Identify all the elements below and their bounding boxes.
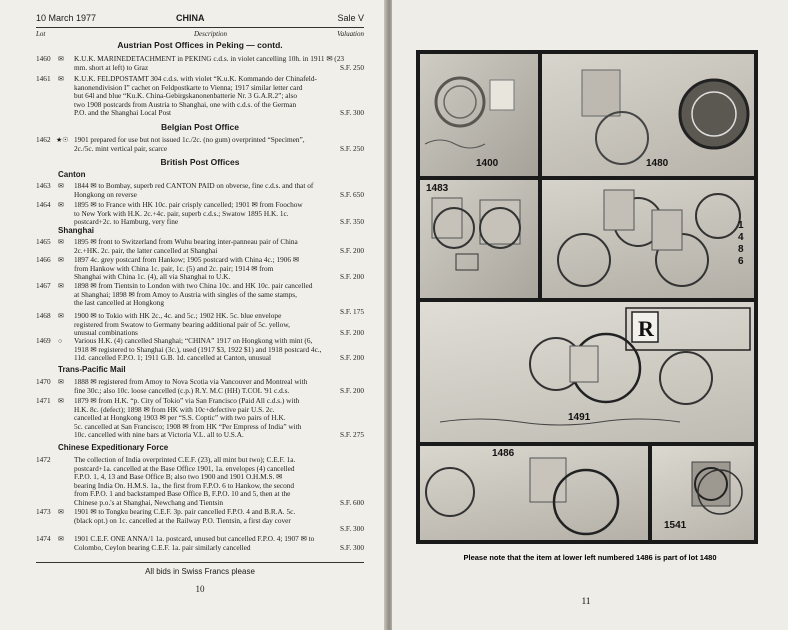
- cover-1486: [420, 446, 648, 540]
- page-number: 10: [195, 584, 205, 594]
- lot-text: 1879 ✉ from H.K. “p. City of Tokio” via San Francisco (Paid All c.d.s.) with: [74, 397, 300, 405]
- subheading: Chinese Expeditionary Force: [58, 443, 169, 452]
- lot-text: the last cancelled at Hongkong: [74, 299, 164, 308]
- col-description: Description: [194, 30, 228, 38]
- stamp-icon: ○: [58, 337, 63, 345]
- svg-text:R: R: [638, 316, 654, 341]
- col-lot: Lot: [36, 30, 46, 38]
- lot-number: 1469: [36, 336, 51, 345]
- plate-caption: Please note that the item at lower left numbered 1486 is part of lot 1480: [463, 553, 717, 562]
- lot-text: K.U.K. MARINEDETACHMENT in PEKING c.d.s. in violet cancelling 10h. in 1911 ✉ (23: [74, 55, 345, 63]
- lot-text: 5c. cancelled at San Francisco; 1908 ✉ from HK “Per Empress of India” with: [74, 422, 302, 431]
- lot-number: 1468: [36, 311, 51, 320]
- label-1400: 1400: [476, 158, 499, 169]
- lot-text: but 64l and blue “Ku.K. China-Gebirgskanonenbatterie Nr. 3 G.A.R.2”; also: [74, 92, 297, 101]
- lot-text: Shanghai with China 1c. (4), all via Shanghai to U.K.: [74, 273, 231, 282]
- lot-text: 1898 ✉ from Tientsin to London with two China 10c. and HK 10c. pair cancelled: [74, 282, 313, 290]
- cover-1486-image: [420, 446, 648, 540]
- lot-price: S.F. 250: [340, 63, 364, 72]
- lot-text: fine 30c.; also 10c. loose cancelled (c.p.) R.Y. M.C (HH) T.COL '91 c.d.s.: [74, 386, 290, 395]
- cover-1483: [420, 180, 538, 298]
- lot-text: Various H.K. (4) cancelled Shanghai; “CHINA” 1917 on Hongkong with mint (6,: [74, 337, 313, 345]
- cover-1486-block-image: [542, 180, 754, 298]
- cover-1486-block: [542, 180, 754, 298]
- lot-text: 1901 ✉ to Tongku bearing C.E.F. 3p. pair cancelled F.P.O. 4 and B.R.A. 5c.: [74, 508, 296, 516]
- lot-price: S.F. 200: [340, 273, 364, 282]
- lot-text: 1918 ✉ registered to Shanghai (3c.), used (1917 $3, 1922 $1) and 1918 postcard 4c.,: [74, 345, 322, 354]
- cover-icon: ✉: [58, 282, 64, 290]
- cover-icon: ✉: [58, 508, 64, 516]
- cover-icon: ✉: [58, 75, 64, 83]
- lot-number: 1464: [36, 200, 51, 209]
- lot-text: 10c. cancelled with nine bars at Victoria V.L. all to U.S.A.: [74, 431, 244, 440]
- section-heading: Belgian Post Office: [161, 122, 239, 132]
- label-1480: 1480: [646, 158, 669, 169]
- lot-text: registered from Swatow to Germany bearing additional pair of 5c. yellow,: [74, 320, 290, 329]
- cover-icon: ✉: [58, 256, 64, 264]
- label-1491: 1491: [568, 412, 591, 423]
- lot-text: from Hankow with China 1c. pair, 1c. (5) and 2c. pair; 1914 ✉ from: [74, 264, 274, 273]
- lot-text: F.P.O. 1, 4, 13 and Base Office B; also two 1900 and 1901 O.H.M.S. ✉: [74, 473, 283, 482]
- lot-text: 2c.+HK. 2c. pair, the latter cancelled at Shanghai: [74, 246, 218, 255]
- footer-note: All bids in Swiss Francs please: [145, 567, 255, 576]
- lot-number: 1474: [36, 534, 51, 543]
- lot-number: 1472: [36, 455, 51, 464]
- label-1541: 1541: [664, 520, 687, 531]
- lot-text: at Shanghai; 1898 ✉ from Amoy to Austria with singles of the same stamps,: [74, 290, 297, 299]
- label-1483: 1483: [426, 183, 449, 194]
- lot-number: 1462: [36, 135, 51, 144]
- lot-number: 1470: [36, 377, 51, 386]
- lot-text: 11d. cancelled F.P.O. 1; 1911 G.B. 1d. cancelled at Canton, unusual: [74, 354, 272, 363]
- lot-text: 1897 4c. grey postcard from Hankow; 1905 postcard with China 4c.; 1906 ✉: [74, 256, 299, 264]
- header-date: 10 March 1977: [36, 13, 97, 23]
- lot-text: 1900 ✉ to Tokio with HK 2c., 4c. and 5c.; 1902 HK. 5c. blue envelope: [74, 312, 282, 320]
- lot-price: S.F. 650: [340, 190, 364, 199]
- lot-number: 1467: [36, 281, 51, 290]
- lot-text: two 1908 postcards from Austria to Shanghai, one with c.d.s. of the German: [74, 100, 297, 109]
- lot-text: to New York with H.K. 2c.+4c. pair, superb c.d.s.; Swatow 1895 H.K. 1c.: [74, 209, 289, 218]
- lot-text: 1844 ✉ to Bombay, superb red CANTON PAID on obverse, fine c.d.s. and that of: [74, 182, 314, 190]
- subheading: Canton: [58, 170, 86, 179]
- cover-1491: [420, 302, 754, 442]
- lot-text: bearing India On. H.M.S. 1a., the first from F.P.O. 6 to Hankow, the second: [74, 481, 295, 490]
- label-1486: 1486: [492, 448, 515, 459]
- lot-number: 1460: [36, 54, 51, 63]
- lot-text: postcard+2c. to Hamburg, very fine: [74, 218, 179, 227]
- lot-price: S.F. 350: [340, 218, 364, 227]
- lot-text: kanonendivision I” cachet on Feldpostkarte to Vienna; 1917 similar letter card: [74, 83, 303, 92]
- photo-plate: [416, 50, 758, 544]
- cover-1400: [420, 54, 538, 176]
- lot-price: S.F. 300: [340, 109, 364, 118]
- lot-number: 1463: [36, 181, 51, 190]
- cover-icon: ✉: [58, 182, 64, 190]
- lot-text: mm. short at left) to Graz: [74, 63, 149, 72]
- lot-text: H.K. 8c. (defect); 1898 ✉ from HK with 10c+defective pair U.S. 2c.: [74, 405, 275, 414]
- lot-text: cancelled at Hongkong 1903 ✉ per “S.S. Coptic” with two pairs of H.K.: [74, 414, 286, 423]
- lot-text: (black opt.) on 1c. cancelled at the Railway P.O. Tientsin, a first day cover: [74, 516, 291, 525]
- header-title: CHINA: [176, 13, 205, 23]
- lot-price: S.F. 200: [340, 329, 364, 338]
- running-header: [36, 13, 364, 27]
- lot-number: 1465: [36, 237, 51, 246]
- lot-price: S.F. 200: [340, 354, 364, 363]
- cover-icon: ✉: [58, 201, 64, 209]
- lot-price: S.F. 275: [340, 431, 364, 440]
- lot-text: The collection of India overprinted C.E.F. (23), all mint but two); C.E.F. 1a.: [74, 456, 296, 464]
- subheading: Trans-Pacific Mail: [58, 365, 126, 374]
- cover-1480: [542, 54, 754, 176]
- cover-icon: ✉: [58, 397, 64, 405]
- header-sale: Sale V: [337, 13, 364, 23]
- lot-text: 2c./5c. mint vertical pair, scarce: [74, 144, 168, 153]
- label-1486-vertical: 1486: [738, 220, 744, 267]
- lot-number: 1466: [36, 255, 51, 264]
- lot-text: K.U.K. FELDPOSTAMT 304 c.d.s. with violet “K.u.K. Kommando der Chinafeld-: [74, 75, 317, 83]
- lot-text: P.O. and the Shanghai Local Post: [74, 109, 172, 118]
- cover-1541: [652, 446, 754, 540]
- cover-1483-image: [420, 180, 538, 298]
- cover-icon: ✉: [58, 312, 64, 320]
- cover-icon: ✉: [58, 535, 64, 543]
- page-number: 11: [581, 596, 591, 606]
- lot-text: Chinese p.o.'s at Shanghai, Newchang and Tientsin: [74, 498, 224, 507]
- lot-text: 1901 C.E.F. ONE ANNA/1 1a. postcard, unused but cancelled F.P.O. 4; 1907 ✉ to: [74, 535, 315, 543]
- lot-text: 1895 ✉ front to Switzerland from Wuhu bearing inter-panneau pair of China: [74, 238, 298, 246]
- lot-text: 1895 ✉ to France with HK 10c. pair crisply cancelled; 1901 ✉ from Foochow: [74, 201, 303, 209]
- section-heading: Austrian Post Offices in Peking — contd.: [117, 40, 283, 50]
- lot-price: S.F. 250: [340, 144, 364, 153]
- lot-price: S.F. 300: [340, 543, 364, 552]
- lot-price: S.F. 175: [340, 307, 364, 316]
- header-rule: [36, 27, 364, 28]
- lot-text: from F.P.O. 1 and backstamped Base Office B, F.P.O. 10 and 5, then at the: [74, 490, 291, 499]
- lot-text: 1888 ✉ registered from Amoy to Nova Scotia via Vancouver and Montreal with: [74, 378, 308, 386]
- cover-icon: ✉: [58, 378, 64, 386]
- lot-price: S.F. 600: [340, 498, 364, 507]
- lot-number: 1461: [36, 74, 51, 83]
- lot-price: S.F. 300: [340, 525, 364, 534]
- col-valuation: Valuation: [337, 30, 364, 38]
- footer-rule: [36, 562, 364, 563]
- section-heading: British Post Offices: [160, 157, 240, 167]
- star-icon: ★☉: [56, 136, 69, 144]
- lot-number: 1473: [36, 507, 51, 516]
- lot-price: S.F. 200: [340, 246, 364, 255]
- lot-text: postcard+1a. cancelled at the Base Office 1901, 1a. envelopes (4) cancelled: [74, 464, 295, 473]
- lot-text: unusual combinations: [74, 329, 138, 338]
- lot-text: Colombo, Ceylon bearing C.E.F. 1a. pair similarly cancelled: [74, 543, 251, 552]
- lot-text: 1901 prepared for use but not issued 1c./2c. (no gum) overprinted “Specimen”,: [74, 136, 305, 144]
- cover-icon: ✉: [58, 238, 64, 246]
- lot-number: 1471: [36, 396, 51, 405]
- subheading: Shanghai: [58, 226, 95, 235]
- lot-text: Hongkong on reverse: [74, 190, 137, 199]
- left-page: [0, 0, 386, 630]
- cover-icon: ✉: [58, 55, 64, 63]
- lot-price: S.F. 200: [340, 386, 364, 395]
